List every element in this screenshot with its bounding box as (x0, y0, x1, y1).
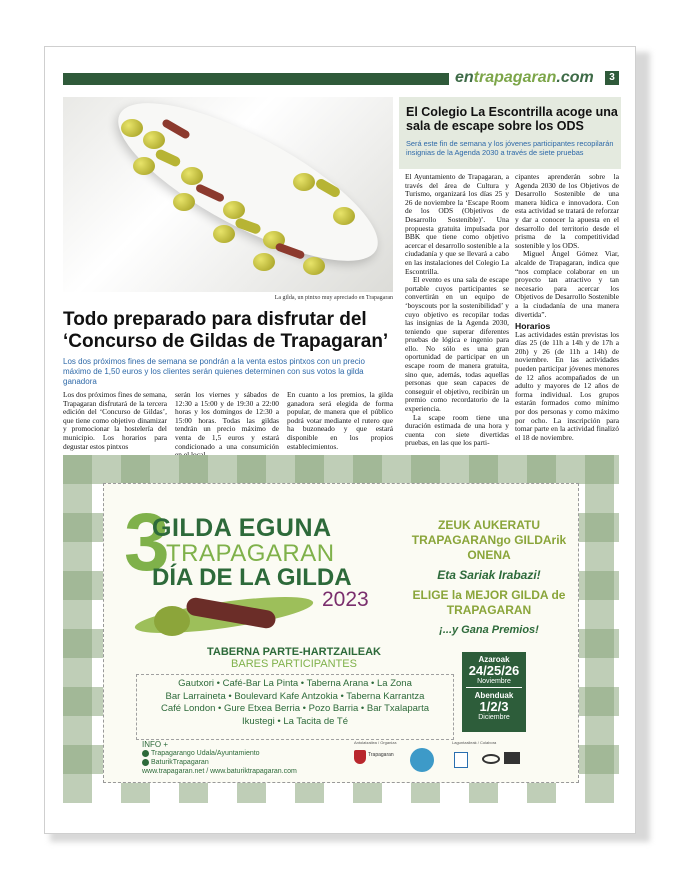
main-article-col2: serán los viernes y sábados de 12:30 a 15:00 y de 19:30 a 22:00 horas y los domingos de 12:30 a 15:00 horas. Todas las gildas tendrán un precio máximo de venta de 1,5 euros y estará condicionado a una consumición (175, 390, 279, 451)
advert-poster (103, 483, 579, 783)
gilda-photo (63, 97, 393, 292)
list-item: Bar Larraineta • Boulevard Kafe Antzokia • Taberna Karrantza (165, 690, 425, 702)
info-block: INFO + Trapagarango Udala/Ayuntamiento BaturikTrapagaran www.trapagaran.net / www.baturiktrapagaran.com (142, 740, 297, 775)
gilda-eguna-advert (63, 455, 619, 803)
ad-prize-eu: Eta Sariak Irabazi! (437, 568, 541, 582)
ad-tagline-eu: ZEUK AUKERATU TRAPAGARANgo GILDArik ONENA (411, 518, 567, 562)
ad-prize-es: ¡...y Gana Premios! (439, 624, 539, 636)
telo-logo-icon (454, 752, 468, 768)
ad-tagline-es: ELIGE la MEJOR GILDA de TRAPAGARAN (412, 588, 566, 617)
ad-title-es: DÍA DE LA GILDA (152, 564, 352, 591)
bars-list (136, 678, 454, 728)
baturik-logo-icon (410, 748, 434, 772)
facebook-icon (142, 750, 149, 757)
list-item: Gautxori • Café-Bar La Pinta • Taberna Arana • La Zona (178, 678, 412, 689)
dates-box: Azaroak 24/25/26 Noviembre Abenduak 1/2/3 Diciembre (462, 652, 526, 732)
ad-title-eu: GILDA EGUNA (152, 514, 332, 542)
magazine-page (44, 46, 636, 834)
main-article-title: Todo preparado para disfrutar del ‘Concurso de Gildas de Trapagaran’ (63, 309, 389, 352)
side-article-subtitle: Será este fin de semana y los jóvenes participantes recopilarán insignias de la Agenda 2030 a través de siete pruebas (406, 139, 614, 157)
main-article-col3: En cuanto a los premios, la gilda ganadora será elegida de forma popular, de manera que el público podrá votar mediante el rutero que ha buzoneado y que estará disponible en los propios establecimientos. (287, 390, 393, 451)
sponsor-logos: Antolatzailea / Organiza Laguntzaileak / Colabora Trapagaran (354, 740, 574, 776)
tourism-office-logo-icon (504, 752, 520, 764)
euskadi-logo-icon (482, 754, 500, 764)
photo-caption: La gilda, un pintxo muy apreciado en Trapagaran (274, 295, 393, 301)
side-article-title: El Colegio La Escontrilla acoge una sala de escape sobre los ODS (406, 105, 618, 133)
list-item: Ikustegi • La Tacita de Té (242, 715, 348, 727)
site-name: entrapagaran.com (455, 69, 594, 86)
horarios-heading: Horarios (515, 321, 551, 332)
side-article-col1: El Ayuntamiento de Trapagaran, a través del área de Cultura y Turismo, organizará los días 25 y 26 de noviembre la ‘Escape Room de los ODS (Objetivos de Desarrollo Sostenible)’. Una propuesta gratuita impulsada por BBK que tiene como objetivo acercar el desarrollo sostenible a la ciudadanía y que se llevará a cabo en las instalaciones del Colegio La Escontrilla. El evento es una sala de escape portable cuyos participantes se convertirán en un equipo de ‘boyscouts por la sostenibilidad’ y cuyo objetivo es recopilar todas las insignias de la Agenda 2030, teniendo que superar diferentes pruebas de lógica e ingenio para ello. No sólo es una gran oportunidad de participar en un escape room de manera gratuita, sino que, además, todas aquellas personas que sean capaces de conseguir el objetivo, recibirán un premio como recordatorio de la experiencia. La scape room tiene una duración estimada de una hora y cuenta con siete divertidas pruebas, en las que los parti- (405, 172, 509, 448)
list-item: Café London • Gure Etxea Berria • Pozo Barria • Bar Txalaparta (160, 703, 430, 714)
instagram-icon (142, 759, 149, 766)
olive-graphic (154, 606, 190, 636)
header-bar (63, 73, 449, 85)
info-web: www.trapagaran.net / www.baturiktrapagaran.com (142, 768, 297, 775)
ad-year: 2023 (322, 588, 369, 611)
bars-heading: TABERNA PARTE-HARTZAILEAK BARES PARTICIPANTES (207, 646, 381, 670)
info-label: INFO + (142, 740, 169, 749)
main-article-subtitle: Los dos próximos fines de semana se pondrán a la venta estos pintxos con un precio máximo de 1,50 euros y los clientes serán quienes determinen con sus votos la gilda ganadora (63, 357, 365, 386)
trapagaran-shield-icon (354, 750, 366, 764)
ad-title-town: TRAPAGARAN (166, 540, 335, 567)
edition-number: 3 (124, 497, 170, 588)
side-article-col2: cipantes aprenderán sobre la Agenda 2030 de los Objetivos de Desarrollo Sostenible de una manera lúdica e innovadora. Con esta actividad se tratará de reforzar y dar a conocer la apuesta en el desarrollo del territorio desde el prisma de la competitividad sostenible y los ODS. Miguel Ángel Gómez Viar, alcalde de Trapagaran, indica que “nos complace colaborar en un proyecto tan atractivo y tan necesario para acercar los Objetivos de Desarrollo Sostenible a la ciudadanía de una manera divertida”. Horarios Las actividades están previstas los días 25 (de 11h a 14h y de 17h a 20h) y 26 (de 11h a 14h) de noviembre. En las actividades pueden participar jóvenes menores de 12 años acompañados de un adulto y mayores de 12 años de forma individual. Los grupos estarán formados como mínimo por dos personas y como máximo por ocho. La inscripción para tomar parte en la actividad finalizó el 18 de noviembre. (515, 172, 619, 442)
organizer-name: Trapagaran (368, 752, 394, 758)
page-number: 3 (605, 71, 619, 85)
main-article-col1: Los dos próximos fines de semana, Trapagaran disfrutará de la tercera edición del ‘Concurso de Gildas’, que tiene como objetivo dinamizar y promocionar la hostelería del municipio. Los horarios para degustar estos pintxos (63, 390, 167, 451)
